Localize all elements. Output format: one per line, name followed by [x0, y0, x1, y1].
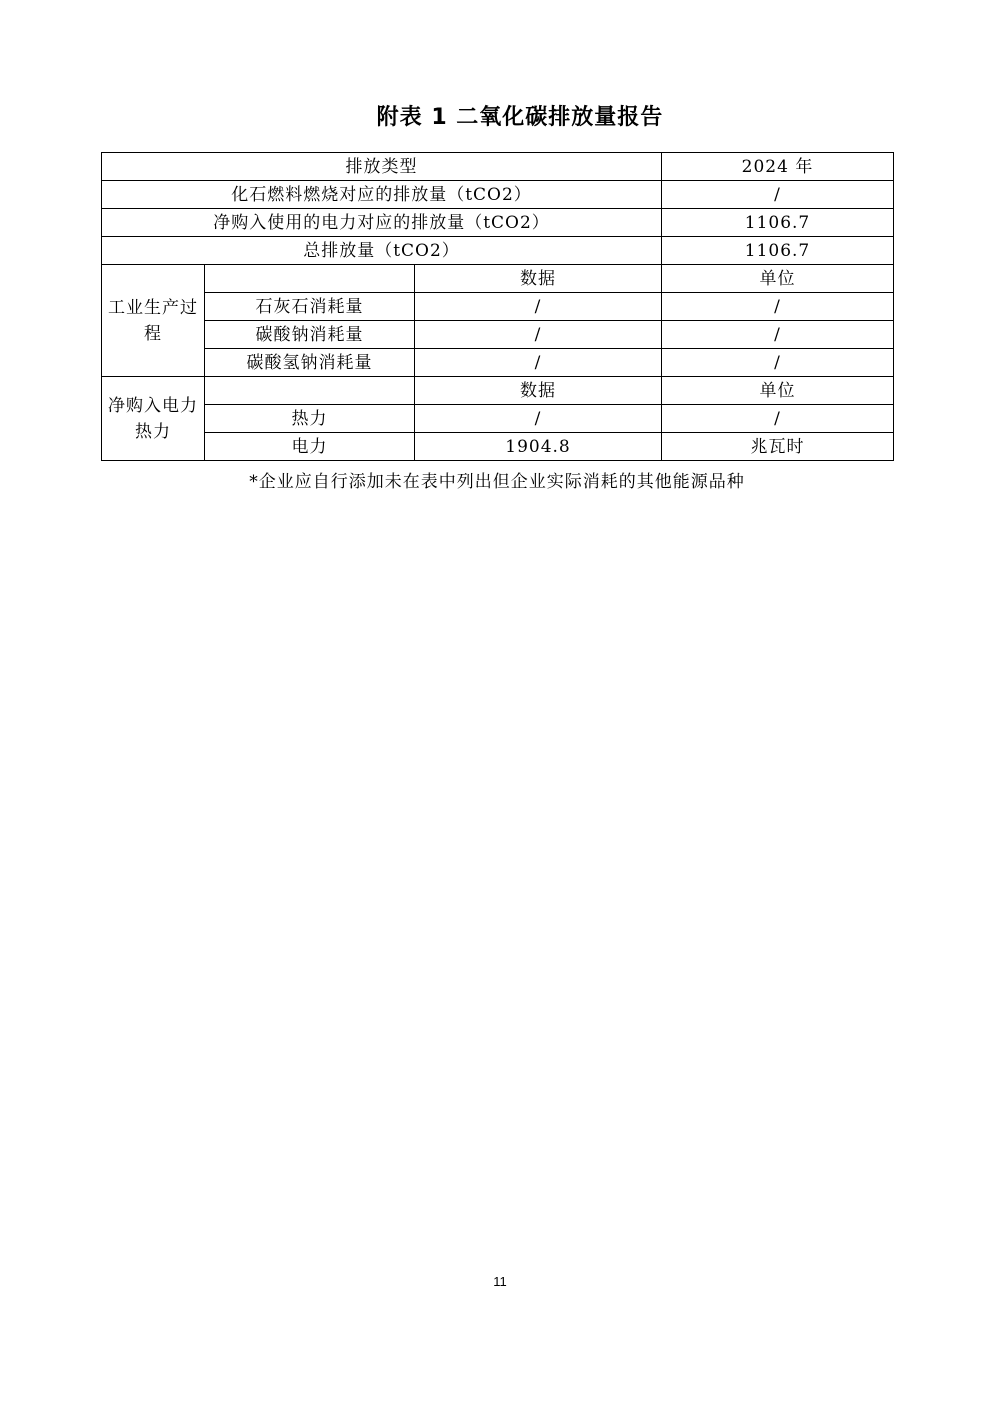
unit-column-header: 单位 — [662, 377, 894, 405]
electricity-item: 电力 — [205, 433, 415, 461]
electricity-data: 1904.8 — [415, 433, 662, 461]
heat-data: / — [415, 405, 662, 433]
empty-cell — [205, 377, 415, 405]
empty-cell — [205, 265, 415, 293]
purchased-energy-group-label: 净购入电力热力 — [102, 377, 205, 461]
table-row — [102, 349, 894, 377]
page-number: 11 — [493, 1274, 507, 1289]
emission-type-header: 排放类型 — [102, 153, 662, 181]
table-row — [102, 321, 894, 349]
electricity-emissions-label: 净购入使用的电力对应的排放量（tCO2） — [102, 209, 662, 237]
total-emissions-value: 1106.7 — [662, 237, 894, 265]
sodium-carbonate-item: 碳酸钠消耗量 — [205, 321, 415, 349]
sodium-bicarbonate-unit: / — [662, 349, 894, 377]
year-header: 2024 年 — [662, 153, 894, 181]
sodium-carbonate-data: / — [415, 321, 662, 349]
sodium-carbonate-unit: / — [662, 321, 894, 349]
unit-column-header: 单位 — [662, 265, 894, 293]
electricity-unit: 兆瓦时 — [662, 433, 894, 461]
table-footnote: *企业应自行添加未在表中列出但企业实际消耗的其他能源品种 — [249, 472, 745, 492]
table-row — [102, 433, 894, 461]
heat-unit: / — [662, 405, 894, 433]
limestone-item: 石灰石消耗量 — [205, 293, 415, 321]
electricity-emissions-value: 1106.7 — [662, 209, 894, 237]
sodium-bicarbonate-data: / — [415, 349, 662, 377]
table-row — [102, 377, 894, 405]
fossil-fuel-emissions-value: / — [662, 181, 894, 209]
sodium-bicarbonate-item: 碳酸氢钠消耗量 — [205, 349, 415, 377]
emissions-table — [101, 152, 894, 461]
fossil-fuel-emissions-label: 化石燃料燃烧对应的排放量（tCO2） — [102, 181, 662, 209]
table-row — [102, 181, 894, 209]
table-header-row — [102, 153, 894, 181]
table-row — [102, 237, 894, 265]
table-row — [102, 265, 894, 293]
limestone-unit: / — [662, 293, 894, 321]
total-emissions-label: 总排放量（tCO2） — [102, 237, 662, 265]
table-row — [102, 405, 894, 433]
table-row — [102, 209, 894, 237]
limestone-data: / — [415, 293, 662, 321]
data-column-header: 数据 — [415, 265, 662, 293]
report-title: 附表 1 二氧化碳排放量报告 — [376, 105, 664, 130]
industrial-process-group-label: 工业生产过程 — [102, 265, 205, 377]
data-column-header: 数据 — [415, 377, 662, 405]
table-row — [102, 293, 894, 321]
heat-item: 热力 — [205, 405, 415, 433]
